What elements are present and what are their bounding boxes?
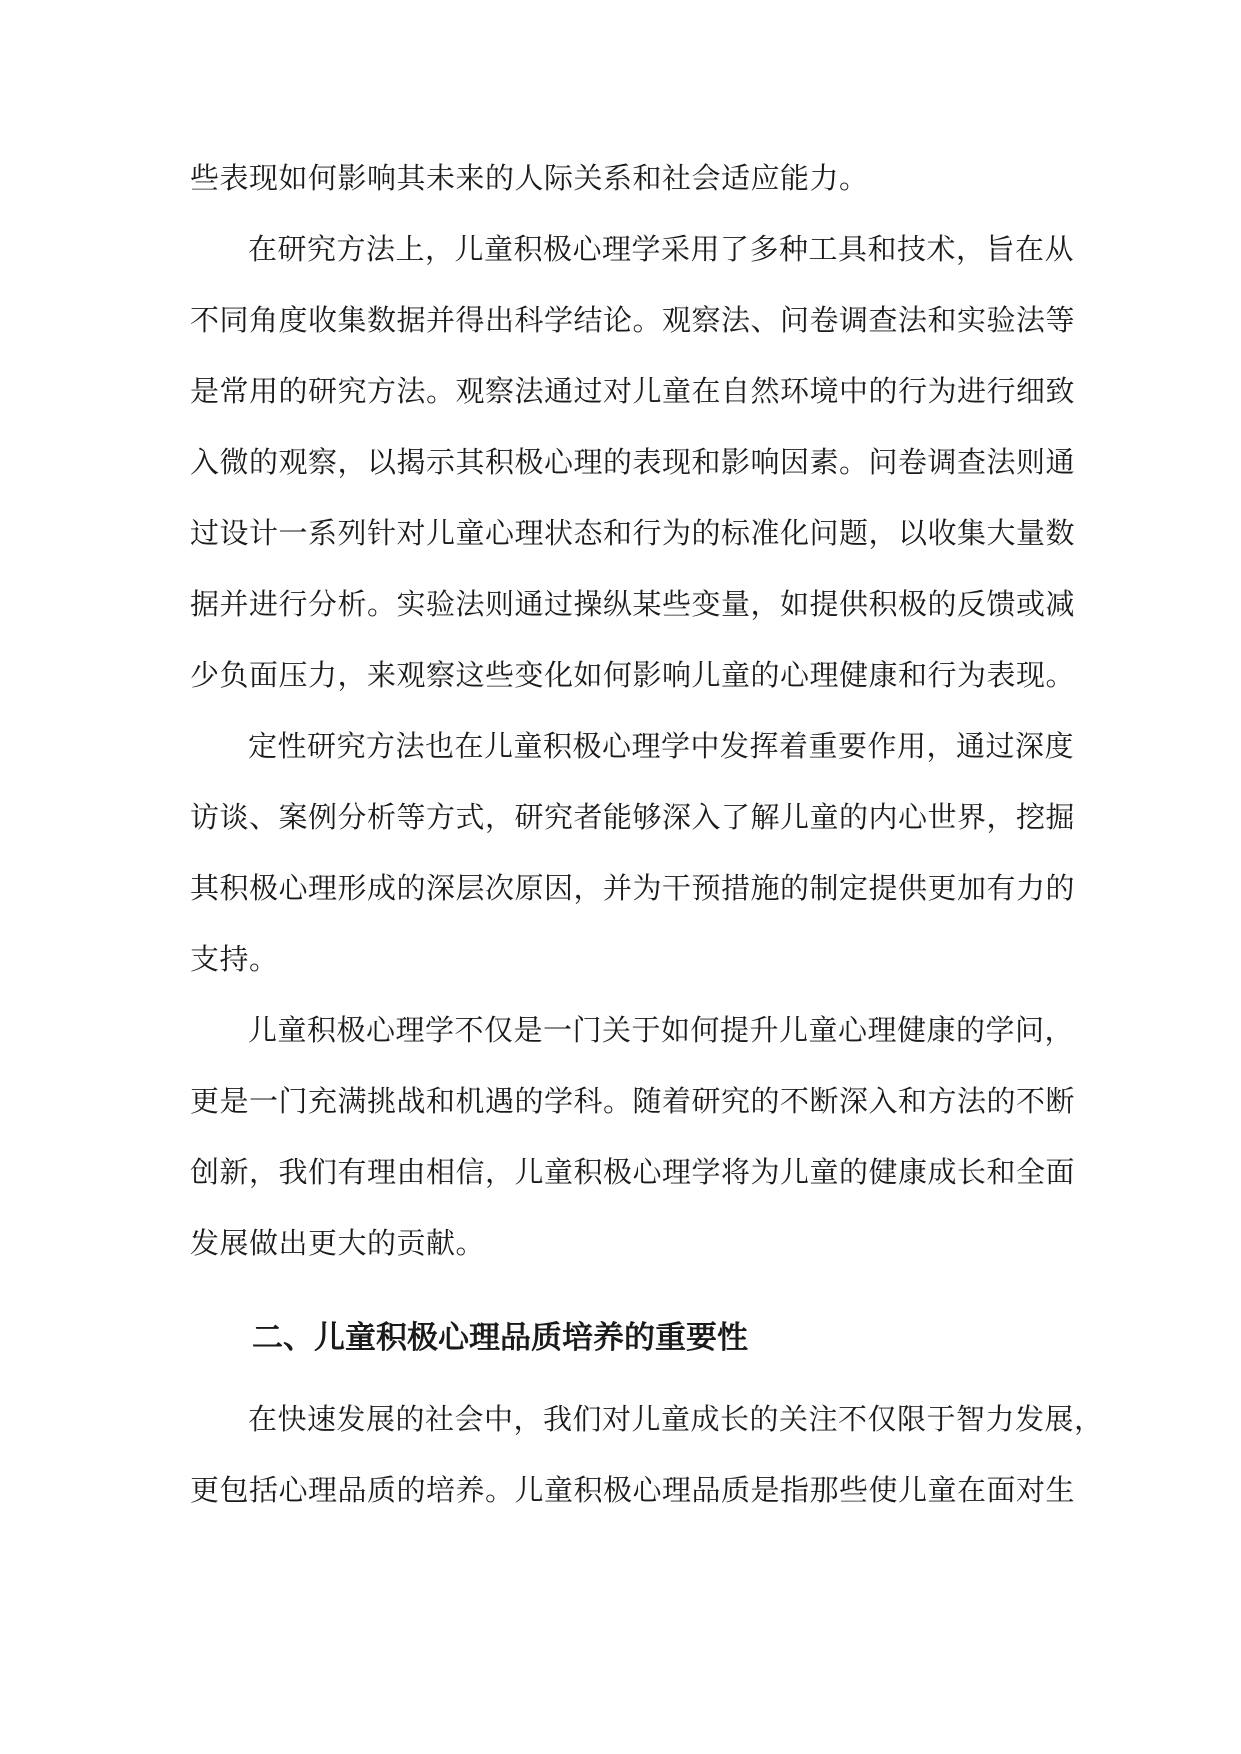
paragraph-1 [190, 143, 1050, 214]
text-line: 支持。 [190, 942, 279, 976]
text-line: 创新，我们有理由相信，儿童积极心理学将为儿童的健康成长和全面 [190, 1155, 1076, 1189]
text-line: 其积极心理形成的深层次原因，并为干预措施的制定提供更加有力的 [190, 871, 1076, 905]
text-line: 入微的观察，以揭示其积极心理的表现和影响因素。问卷调查法则通 [190, 445, 1076, 479]
text-line: 不同角度收集数据并得出科学结论。观察法、问卷调查法和实验法等 [190, 303, 1076, 337]
section-heading: 二、儿童积极心理品质培养的重要性 [252, 1320, 748, 1356]
paragraph-5 [190, 1384, 1104, 1526]
text-line: 儿童积极心理学不仅是一门关于如何提升儿童心理健康的学问， [248, 1013, 1075, 1047]
text-line: 更是一门充满挑战和机遇的学科。随着研究的不断深入和方法的不断 [190, 1084, 1076, 1118]
paragraph-3 [190, 711, 1076, 995]
document-page [190, 143, 1104, 1526]
text-line: 更包括心理品质的培养。儿童积极心理品质是指那些使儿童在面对生 [190, 1473, 1076, 1507]
text-line: 发展做出更大的贡献。 [190, 1226, 486, 1260]
paragraph-4 [190, 995, 1076, 1279]
text-line: 些表现如何影响其未来的人际关系和社会适应能力。 [190, 161, 869, 195]
paragraph-2 [190, 214, 1076, 711]
text-line: 定性研究方法也在儿童积极心理学中发挥着重要作用，通过深度 [248, 729, 1075, 763]
text-line: 在快速发展的社会中，我们对儿童成长的关注不仅限于智力发展， [248, 1402, 1104, 1436]
text-line: 访谈、案例分析等方式，研究者能够深入了解儿童的内心世界，挖掘 [190, 800, 1076, 834]
text-line: 少负面压力，来观察这些变化如何影响儿童的心理健康和行为表现。 [190, 658, 1076, 692]
text-line: 过设计一系列针对儿童心理状态和行为的标准化问题，以收集大量数 [190, 516, 1076, 550]
text-line: 据并进行分析。实验法则通过操纵某些变量，如提供积极的反馈或减 [190, 587, 1076, 621]
text-line: 是常用的研究方法。观察法通过对儿童在自然环境中的行为进行细致 [190, 374, 1076, 408]
text-line: 在研究方法上，儿童积极心理学采用了多种工具和技术，旨在从 [248, 232, 1075, 266]
